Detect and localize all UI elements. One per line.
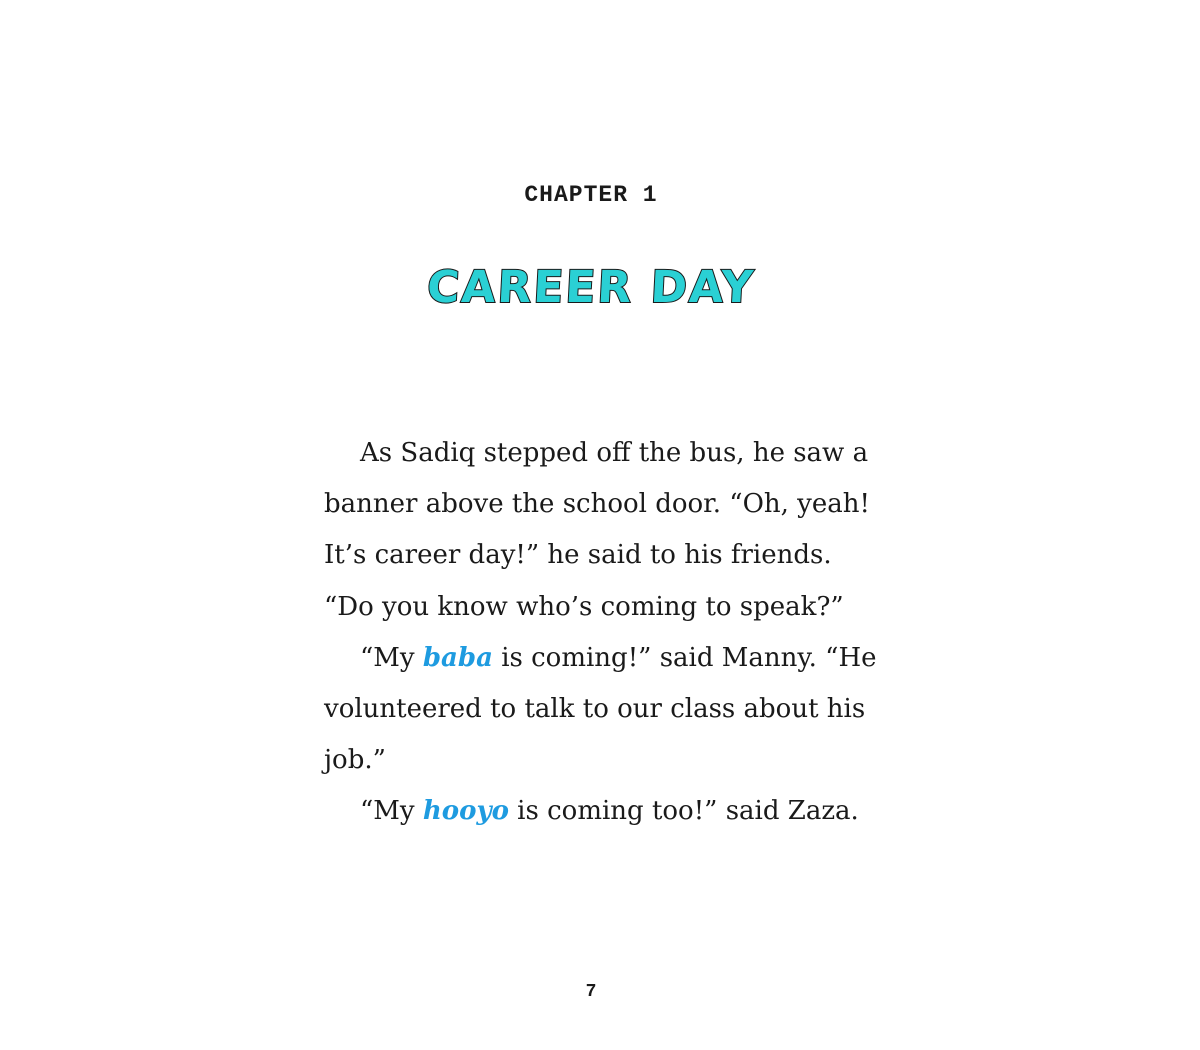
paragraph-3: [324, 786, 884, 837]
story-body: [324, 428, 884, 838]
paragraph-3-after: is coming too!” said Zaza.: [508, 796, 859, 827]
paragraph-2-after: is coming!” said Manny. “He volunteered to talk to our class about his job.”: [324, 642, 877, 776]
paragraph-3-before: “My: [360, 796, 423, 827]
page-number: 7: [585, 982, 597, 1002]
vocab-word-hooyo: hooyo: [422, 796, 509, 827]
chapter-label: CHAPTER 1: [524, 182, 658, 208]
paragraph-1: As Sadiq stepped off the bus, he saw a banner above the school door. “Oh, yeah! It’s career day!” he said to his friends. “Do you know who’s coming to speak?”: [324, 438, 870, 622]
paragraph-2-before: “My: [360, 642, 423, 673]
chapter-title: CAREER DAY: [425, 262, 757, 313]
vocab-word-baba: baba: [422, 642, 493, 673]
paragraph-2: [324, 633, 884, 787]
